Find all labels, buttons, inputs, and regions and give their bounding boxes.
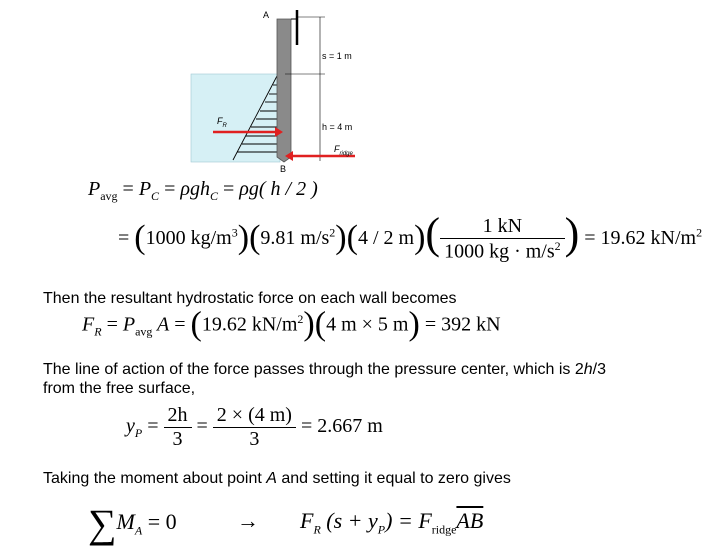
equation-resultant-force: $F_R = P_{avg}$ A = (19.62 $kN/m^2)(4$ m × 5 m) = 392 kN bbox=[82, 305, 501, 343]
label-fr: $F_R$ bbox=[217, 116, 227, 129]
equation-arrow: → bbox=[237, 508, 259, 533]
equation-avg-pressure-values: = (1000 $kg/m^3)(9.81$ $m/s^2)(4 / 2$ m)( $\frac{1 kN}{1000 kg \cdot m/s^2}$ ) = 19.62 $kN/m^2$ bbox=[118, 208, 703, 263]
label-a: A bbox=[263, 10, 270, 20]
equation-pressure-center: $y_P$ = $\frac{2h}{3}$ = $\frac{2 \times (4 m)}{3}$ = 2.667 m bbox=[126, 404, 383, 450]
equation-avg-pressure: $P_{avg} = P_C = \rho gh_C = \rho g$( h / 2 ) bbox=[88, 178, 318, 203]
label-h: h = 4 m bbox=[322, 122, 353, 132]
equation-moment-balance: $F_R$ $(s + y_P) = F_{ridge}\overline{AB}$ bbox=[300, 508, 484, 537]
water-body bbox=[191, 74, 280, 162]
dam-wall bbox=[277, 19, 291, 162]
paragraph-resultant: Then the resultant hydrostatic force on each wall becomes bbox=[43, 290, 457, 307]
label-fridge: $F_{ridge}$ bbox=[334, 144, 353, 157]
paragraph-line-of-action: The line of action of the force passes through the pressure center, which is 2h/3 from the free surface, bbox=[43, 361, 606, 397]
label-s: s = 1 m bbox=[322, 51, 352, 61]
label-b: B bbox=[280, 164, 287, 174]
paragraph-moment: Taking the moment about point A and setting it equal to zero gives bbox=[43, 470, 511, 487]
equation-moment-sum: $\sum M_A = 0$ bbox=[88, 501, 177, 546]
